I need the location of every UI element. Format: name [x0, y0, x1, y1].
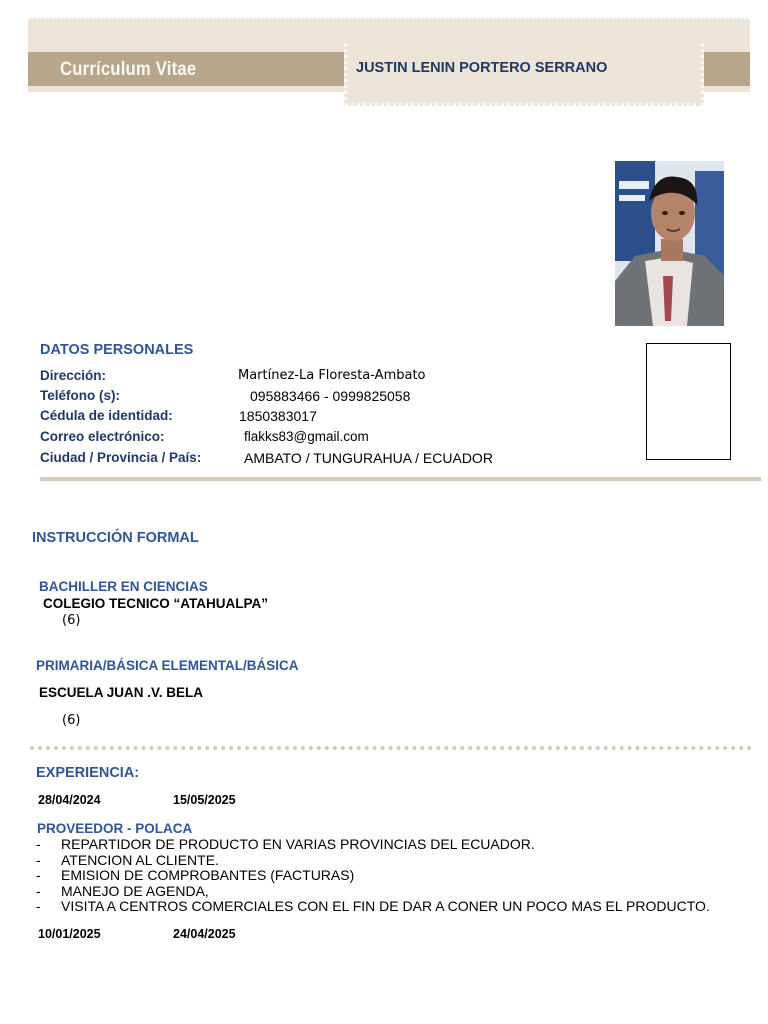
job-1-start-date: 28/04/2024: [38, 793, 101, 807]
education-years-2: (6): [62, 713, 81, 728]
dotted-divider: [30, 746, 752, 750]
job-1-task: - REPARTIDOR DE PRODUCTO EN VARIAS PROVINCIAS DEL ECUADOR.: [36, 836, 535, 852]
job-1-task: - VISITA A CENTROS COMERCIALES CON EL FIN DE DAR A CONER UN POCO MAS EL PRODUCTO.: [36, 898, 710, 914]
education-title-1: BACHILLER EN CIENCIAS: [39, 579, 208, 594]
address-label: Dirección:: [40, 368, 107, 383]
job-2-end-date: 24/04/2025: [173, 927, 236, 941]
education-school-2: ESCUELA JUAN .V. BELA: [39, 685, 204, 700]
section-divider: [40, 477, 761, 481]
phone-value: 095883466 - 0999825058: [250, 388, 411, 404]
education-school-1: COLEGIO TECNICO “ATAHUALPA”: [43, 596, 268, 611]
job-1-end-date: 15/05/2025: [173, 793, 236, 807]
photo-placeholder-box: [646, 343, 731, 460]
personal-section-title: DATOS PERSONALES: [40, 342, 194, 358]
full-name: JUSTIN LENIN PORTERO SERRANO: [356, 60, 608, 76]
job-1-task: - EMISION DE COMPROBANTES (FACTURAS): [36, 867, 355, 883]
education-section-title: INSTRUCCIÓN FORMAL: [32, 530, 199, 546]
experience-section-title: EXPERIENCIA:: [36, 765, 140, 781]
address-value: Martínez-La Floresta-Ambato: [238, 368, 426, 383]
phone-label: Teléfono (s):: [40, 388, 120, 403]
email-label: Correo electrónico:: [40, 429, 165, 444]
job-1-task: - ATENCION AL CLIENTE.: [36, 851, 219, 868]
profile-photo-icon: [615, 161, 724, 326]
profile-photo: [615, 161, 724, 326]
job-1-title: PROVEEDOR - POLACA: [37, 821, 193, 836]
education-years-1: (6): [62, 613, 81, 628]
job-1-task: - MANEJO DE AGENDA,: [36, 882, 209, 899]
education-title-2: PRIMARIA/BÁSICA ELEMENTAL/BÁSICA: [36, 658, 299, 673]
location-label: Ciudad / Provincia / País:: [40, 450, 202, 465]
banner-right-strip: [700, 52, 750, 86]
location-value: AMBATO / TUNGURAHUA / ECUADOR: [244, 450, 493, 466]
cv-title: Currículum Vitae: [60, 59, 197, 80]
job-1-task-list: [36, 837, 756, 915]
id-label: Cédula de identidad:: [40, 408, 173, 423]
id-value: 1850383017: [239, 408, 317, 424]
email-value: flakks83@gmail.com: [244, 429, 369, 444]
job-2-start-date: 10/01/2025: [38, 927, 101, 941]
